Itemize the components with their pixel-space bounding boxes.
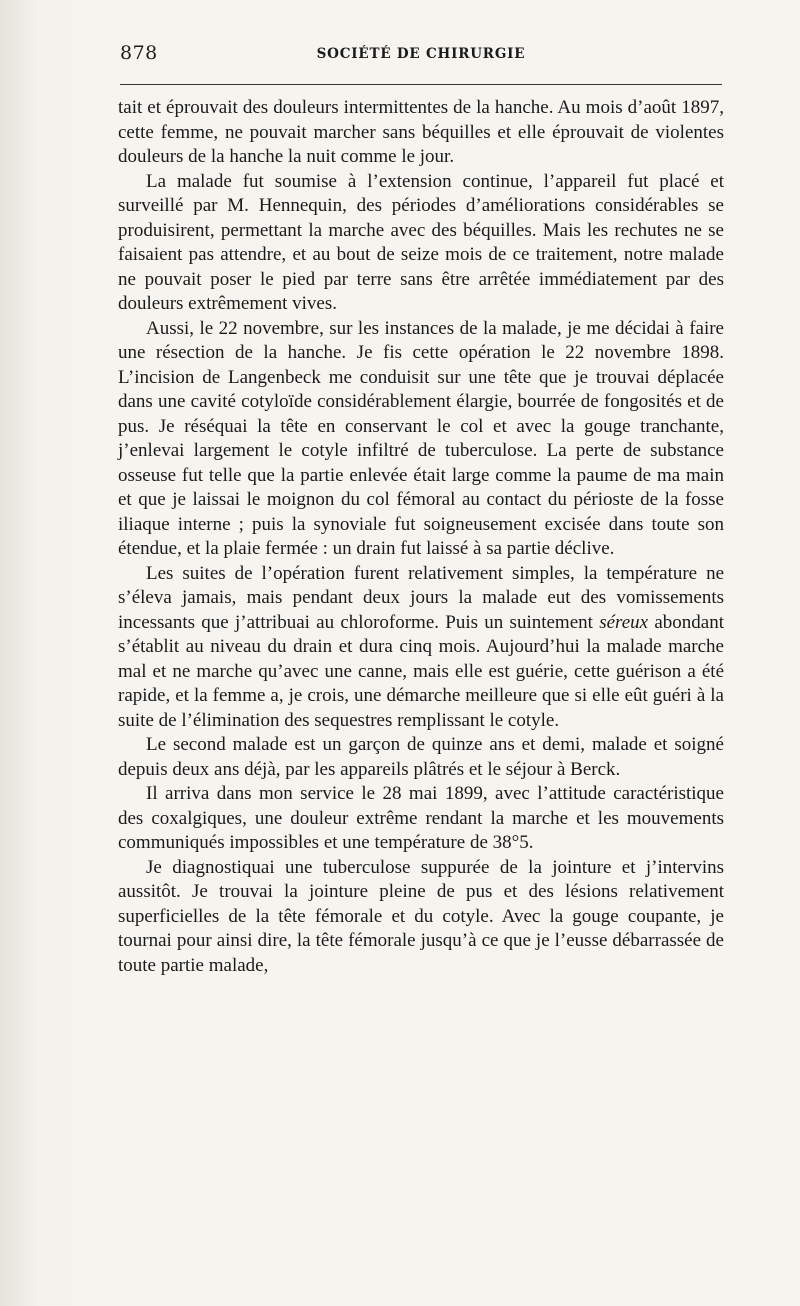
- page-number: 878: [120, 42, 158, 64]
- running-head: SOCIÉTÉ DE CHIRURGIE: [316, 46, 526, 62]
- paragraph: Je diagnostiquai une tuberculose suppurée de la jointure et j’intervins aussitôt. Je trouvai la jointure pleine de pus et des lésions relativement superficielles de la tête fémorale et du cotyle. Avec la gouge coupante, je tournai pour ainsi dire, la tête fémorale jusqu’à ce que je l’eusse débarrassée de toute partie malade,: [118, 856, 724, 976]
- paragraph: Le second malade est un garçon de quinze ans et demi, malade et soigné depuis deux ans déjà, par les appareils plâtrés et le séjour à Berck.: [118, 734, 724, 780]
- paragraph: tait et éprouvait des douleurs intermittentes de la hanche. Au mois d’août 1897, cette femme, ne pouvait marcher sans béquilles et elle éprouvait de violentes douleurs de la hanche la nuit comme le jour.: [118, 97, 724, 167]
- italic-term: séreux: [599, 611, 649, 633]
- paragraph: [118, 562, 724, 734]
- paragraph-text: Les suites de l’opération furent relativement simples, la température ne s’éleva jamais, mais pendant deux jours la malade eut des vomissements incessants que j’attribuai au chloroforme. Puis un suintement: [118, 562, 724, 633]
- header-rule: [120, 84, 722, 85]
- paragraph: Aussi, le 22 novembre, sur les instances de la malade, je me décidai à faire une résection de la hanche. Je fis cette opération le 22 novembre 1898. L’incision de Langenbeck me conduisit sur une tête que je trouvai déplacée dans une cavité cotyloïde considérablement élargie, bourrée de fongosités et de pus. Je réséquai la tête en conservant le col et avec la gouge tranchante, j’enlevai largement le cotyle infiltré de tuberculose. La perte de substance osseuse fut telle que la partie enlevée était large comme la paume de ma main et que je laissai le moignon du col fémoral au contact du périoste de la fosse iliaque interne ; puis la synoviale fut soigneusement excisée dans toute son étendue, et la plaie fermée : un drain fut laissé à sa partie déclive.: [118, 317, 724, 559]
- paragraph-text: abondant s’établit au niveau du drain et dura cinq mois. Aujourd’hui la malade marche mal et ne marche qu’avec une canne, mais elle est guérie, cette guérison a été rapide, et la femme a, je crois, une démarche meilleure que si elle eût guéri à la suite de l’élimination des sequestres remplissant le cotyle.: [118, 611, 724, 731]
- page-header: [120, 42, 722, 72]
- paragraph: Il arriva dans mon service le 28 mai 1899, avec l’attitude caractéristique des coxalgiques, une douleur extrême rendant la marche et les mouvements communiqués impossibles et une température de 38°5.: [118, 783, 724, 853]
- body-text: [118, 96, 724, 978]
- paragraph: La malade fut soumise à l’extension continue, l’appareil fut placé et surveillé par M. Hennequin, des périodes d’améliorations considérables se produisirent, permettant la marche avec des béquilles. Mais les rechutes ne se faisaient pas attendre, et au bout de seize mois de ce traitement, notre malade ne pouvait poser le pied par terre sans être arrêtée immédiatement par des douleurs extrêmement vives.: [118, 170, 724, 314]
